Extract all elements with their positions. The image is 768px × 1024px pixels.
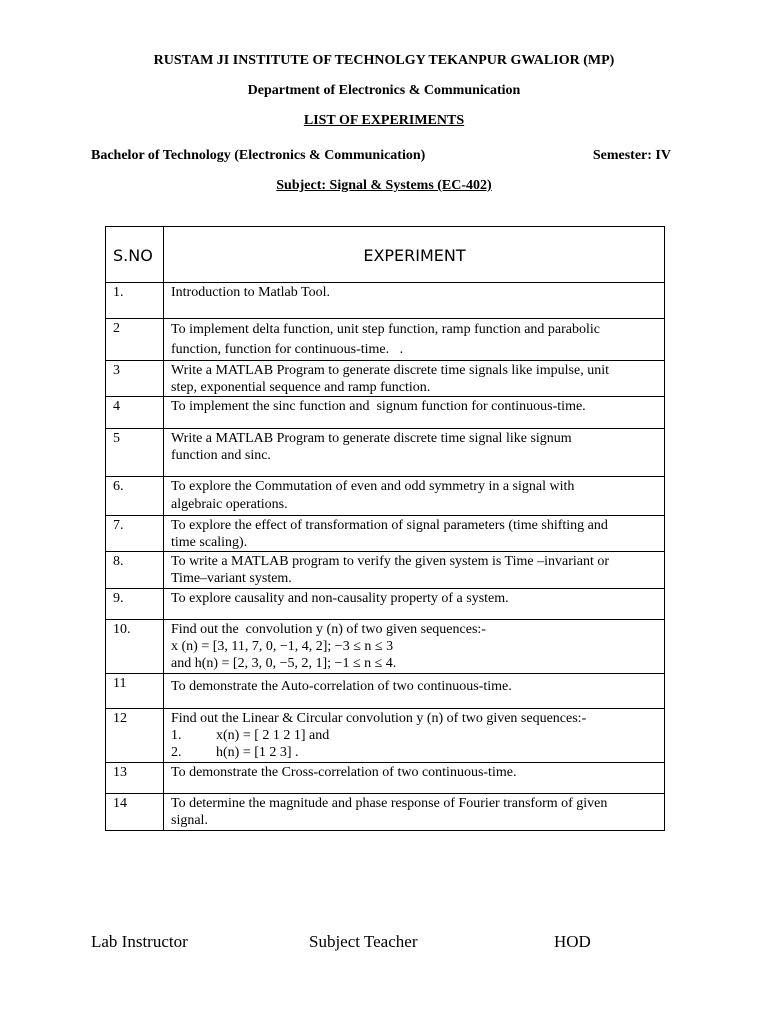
experiment-line: Find out the convolution y (n) of two given sequences:-	[171, 622, 486, 637]
table-row	[106, 709, 665, 763]
table-row	[106, 794, 665, 831]
table-row	[106, 620, 665, 674]
row-number: 14	[106, 794, 164, 831]
experiment-line: function and sinc.	[171, 448, 271, 463]
subject-teacher-signature: Subject Teacher	[309, 932, 418, 951]
table-row	[106, 429, 665, 477]
row-number: 7.	[106, 516, 164, 552]
experiment-line: Write a MATLAB Program to generate discrete time signals like impulse, unit	[171, 363, 609, 378]
table-row	[106, 589, 665, 620]
list-item	[171, 727, 658, 744]
experiment-cell	[164, 763, 665, 794]
experiment-line: To write a MATLAB program to verify the given system is Time –invariant or	[171, 554, 610, 569]
experiment-line: step, exponential sequence and ramp function.	[171, 380, 431, 395]
experiment-line: Write a MATLAB Program to generate discrete time signal like signum	[171, 431, 572, 446]
list-number: 2.	[171, 745, 182, 760]
experiment-line: To implement delta function, unit step function, ramp function and parabolic	[171, 322, 601, 337]
experiment-line: and h(n) = [2, 3, 0, −5, 2, 1]; −1 ≤ n ≤ 4.	[171, 656, 397, 671]
table-row	[106, 552, 665, 589]
experiment-cell	[164, 477, 665, 516]
table-row	[106, 397, 665, 429]
experiment-line: Find out the Linear & Circular convolution y (n) of two given sequences:-	[171, 711, 587, 726]
experiment-line: algebraic operations.	[171, 497, 288, 512]
experiment-cell	[164, 674, 665, 709]
row-number: 2	[106, 319, 164, 361]
row-number: 3	[106, 361, 164, 397]
list-item	[171, 744, 658, 761]
table-row	[106, 516, 665, 552]
lab-instructor-signature: Lab Instructor	[91, 932, 188, 951]
list-title: LIST OF EXPERIMENTS	[303, 113, 465, 128]
experiment-cell	[164, 429, 665, 477]
list-number: 1.	[171, 728, 182, 743]
list-text: h(n) = [1 2 3] .	[216, 745, 299, 760]
subject-title: Subject: Signal & Systems (EC-402)	[276, 178, 492, 193]
program-name: Bachelor of Technology (Electronics & Communication)	[91, 148, 426, 163]
institute-name: RUSTAM JI INSTITUTE OF TECHNOLGY TEKANPUR GWALIOR (MP)	[153, 53, 615, 68]
experiment-cell	[164, 589, 665, 620]
experiment-line: To demonstrate the Auto-correlation of two continuous-time.	[171, 679, 512, 694]
experiment-cell	[164, 361, 665, 397]
experiment-cell	[164, 552, 665, 589]
table-row	[106, 283, 665, 319]
table-row	[106, 319, 665, 361]
experiment-cell	[164, 397, 665, 429]
experiment-line: To determine the magnitude and phase response of Fourier transform of given	[171, 796, 608, 811]
experiment-line: To explore causality and non-causality property of a system.	[171, 591, 509, 606]
department-name: Department of Electronics & Communication	[247, 83, 521, 98]
experiment-line: x (n) = [3, 11, 7, 0, −1, 4, 2]; −3 ≤ n ≤ 3	[171, 639, 394, 654]
row-number: 9.	[106, 589, 164, 620]
experiment-cell	[164, 319, 665, 361]
row-number: 13	[106, 763, 164, 794]
row-number: 4	[106, 397, 164, 429]
experiments-table	[105, 226, 665, 831]
experiment-line: To explore the Commutation of even and odd symmetry in a signal with	[171, 479, 575, 494]
table-row	[106, 477, 665, 516]
row-number: 8.	[106, 552, 164, 589]
list-text: x(n) = [ 2 1 2 1] and	[216, 728, 330, 743]
row-number: 1.	[106, 283, 164, 319]
hod-signature: HOD	[554, 932, 591, 951]
experiment-line: Introduction to Matlab Tool.	[171, 285, 330, 300]
row-number: 10.	[106, 620, 164, 674]
column-header-experiment: EXPERIMENT	[164, 227, 665, 283]
row-number: 6.	[106, 477, 164, 516]
row-number: 11	[106, 674, 164, 709]
table-row	[106, 361, 665, 397]
experiment-cell	[164, 516, 665, 552]
table-row	[106, 674, 665, 709]
experiment-line: signal.	[171, 813, 208, 828]
column-header-sno: S.NO	[106, 227, 164, 283]
semester-label: Semester: IV	[592, 148, 671, 163]
experiment-line: To implement the sinc function and signum function for continuous-time.	[171, 399, 586, 414]
experiment-cell	[164, 794, 665, 831]
row-number: 5	[106, 429, 164, 477]
experiment-line: To explore the effect of transformation of signal parameters (time shifting and	[171, 518, 608, 533]
experiment-cell	[164, 620, 665, 674]
table-row	[106, 763, 665, 794]
experiment-line: Time–variant system.	[171, 571, 292, 586]
experiment-line: function, function for continuous-time. .	[171, 342, 404, 357]
experiment-line: time scaling).	[171, 535, 248, 550]
experiment-line: To demonstrate the Cross-correlation of two continuous-time.	[171, 765, 517, 780]
row-number: 12	[106, 709, 164, 763]
experiment-cell	[164, 709, 665, 763]
experiment-cell	[164, 283, 665, 319]
